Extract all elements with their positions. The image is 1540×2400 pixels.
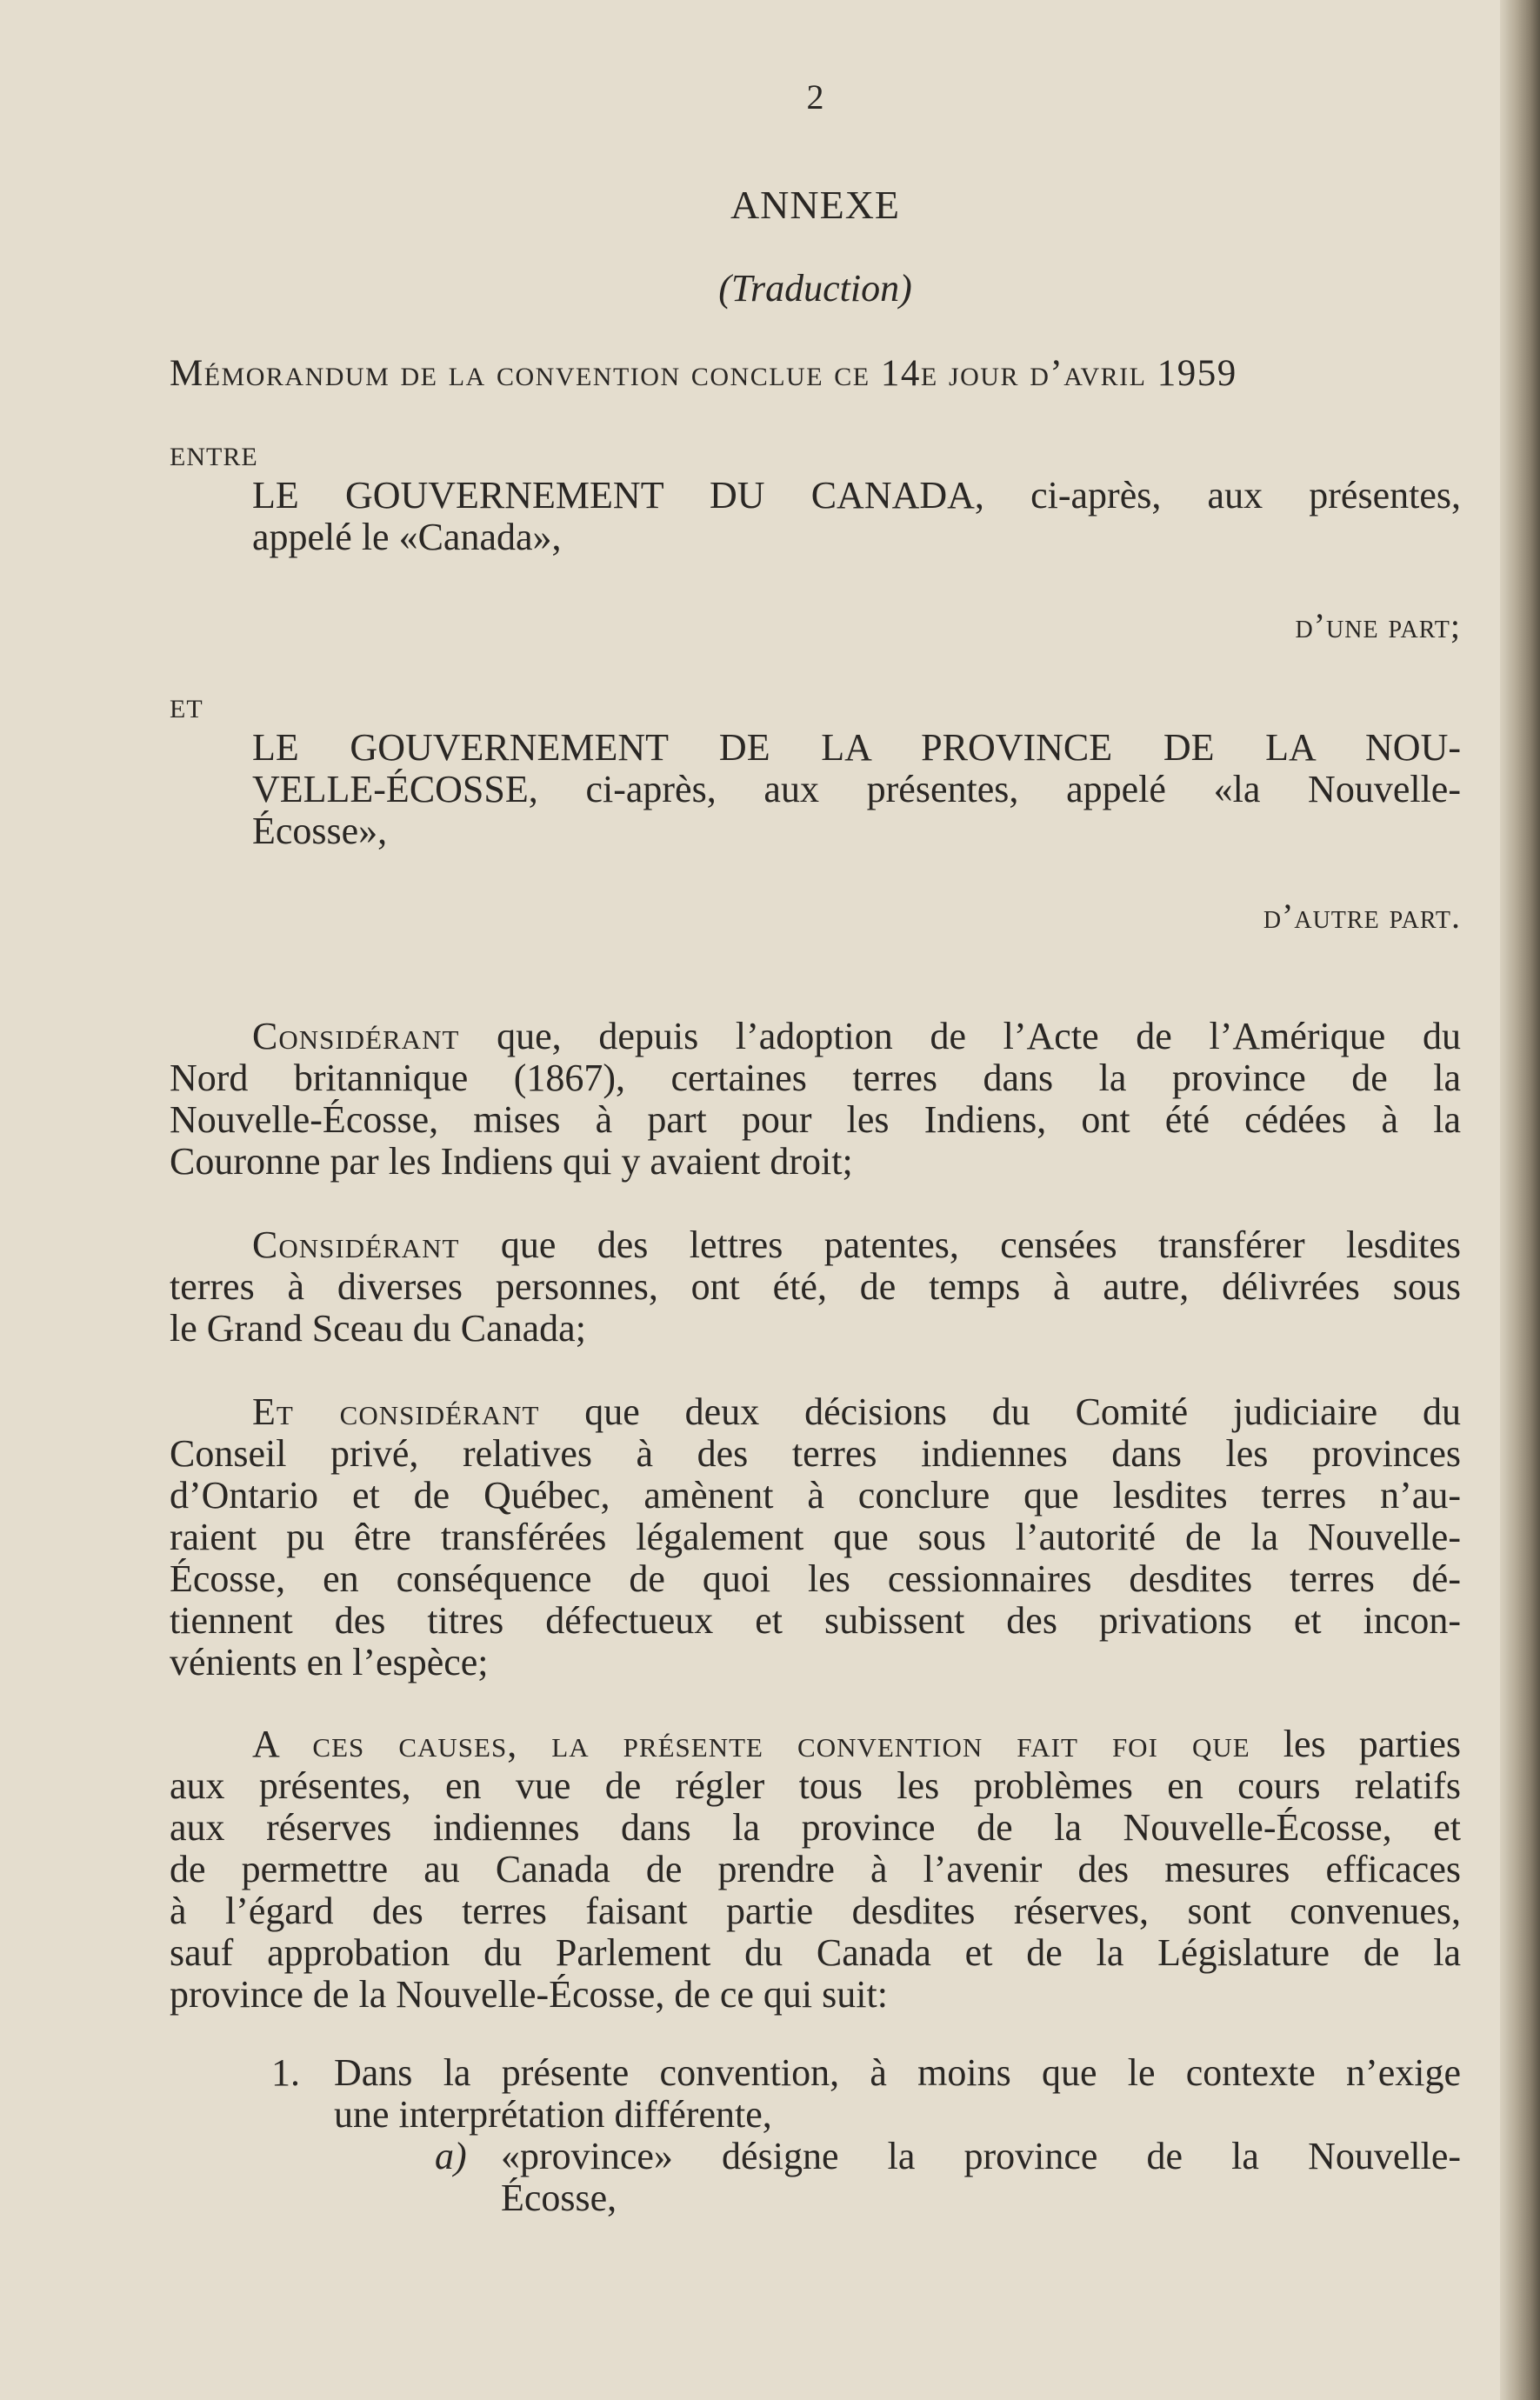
party1-line2: appelé le «Canada», — [252, 516, 562, 558]
paragraph-3-line-6: tiennent des titres défectueux et subissent des privations et incon- — [170, 1599, 1461, 1642]
paragraph-3-lead: Et considérant — [252, 1390, 540, 1433]
paragraph-4-line-2: aux présentes, en vue de régler tous les problèmes en cours relatifs — [170, 1764, 1461, 1807]
clause-1-item-a-line-2: Écosse, — [501, 2177, 617, 2219]
clause-1-item-a-line-1: «province» désigne la province de la Nouvelle- — [501, 2135, 1461, 2177]
paragraph-2-line-2: terres à diverses personnes, ont été, de temps à autre, délivrées sous — [170, 1265, 1461, 1308]
paragraph-1-line-4: Couronne par les Indiens qui y avaient droit; — [170, 1140, 853, 1183]
paragraph-3-text-1: que deux décisions du Comité judiciaire du — [584, 1390, 1461, 1433]
paragraph-4-line-3: aux réserves indiennes dans la province de la Nouvelle-Écosse, et — [170, 1806, 1461, 1849]
annex-heading: ANNEXE — [730, 183, 901, 227]
paragraph-3-line-4: raient pu être transférées légalement que sous l’autorité de la Nouvelle- — [170, 1516, 1461, 1558]
clause-1-number: 1. — [271, 2051, 300, 2094]
paragraph-2-line-3: le Grand Sceau du Canada; — [170, 1307, 586, 1350]
memorandum-title: Mémorandum de la convention conclue ce 14e jour d’avril 1959 — [170, 353, 1237, 394]
paragraph-3-line-1 — [252, 1391, 1461, 1433]
paragraph-2-lead: Considérant — [252, 1223, 460, 1266]
paragraph-4-lead: A ces causes, la présente convention fait foi que — [252, 1723, 1250, 1765]
translation-subheading: (Traduction) — [718, 267, 912, 310]
entre-label: ENTRE — [170, 443, 258, 471]
paragraph-4-line-7: province de la Nouvelle-Écosse, de ce qui suit: — [170, 1973, 888, 2016]
paragraph-4-line-5: à l’égard des terres faisant partie desdites réserves, sont convenues, — [170, 1890, 1461, 1932]
paragraph-1-line-3: Nouvelle-Écosse, mises à part pour les Indiens, ont été cédées à la — [170, 1098, 1461, 1141]
page-number: 2 — [806, 77, 824, 117]
party2-line2: VELLE-ÉCOSSE, ci-après, aux présentes, appelé «la Nouvelle- — [252, 768, 1461, 810]
party2-role: d’autre part. — [1263, 897, 1461, 936]
paragraph-2-text-1: que des lettres patentes, censées transférer lesdites — [500, 1223, 1461, 1266]
paragraph-3-line-7: vénients en l’espèce; — [170, 1641, 489, 1683]
paragraph-4-text-1: les parties — [1283, 1723, 1461, 1765]
paragraph-4-line-6: sauf approbation du Parlement du Canada et de la Législature de la — [170, 1931, 1461, 1974]
page-binding-edge — [1500, 0, 1540, 2400]
paragraph-2-line-1 — [252, 1224, 1461, 1266]
paragraph-3-line-5: Écosse, en conséquence de quoi les cessionnaires desdites terres dé- — [170, 1557, 1461, 1600]
party2-line3: Écosse», — [252, 810, 388, 852]
paragraph-1-text-1: que, depuis l’adoption de l’Acte de l’Amérique du — [497, 1015, 1462, 1057]
et-label: ET — [170, 695, 203, 723]
party1-line1: LE GOUVERNEMENT DU CANADA, ci-après, aux présentes, — [252, 474, 1461, 517]
clause-1-line-2: une interprétation différente, — [334, 2093, 772, 2136]
paragraph-4-line-1 — [252, 1723, 1461, 1765]
paragraph-3-line-2: Conseil privé, relatives à des terres indiennes dans les provinces — [170, 1432, 1461, 1475]
paragraph-3-line-3: d’Ontario et de Québec, amènent à conclure que lesdites terres n’au- — [170, 1474, 1461, 1517]
party1-role: d’une part; — [1295, 606, 1461, 645]
party2-line1: LE GOUVERNEMENT DE LA PROVINCE DE LA NOU- — [252, 726, 1461, 769]
paragraph-1-lead: Considérant — [252, 1015, 460, 1057]
paragraph-1-line-2: Nord britannique (1867), certaines terres dans la province de la — [170, 1057, 1461, 1099]
paragraph-1-line-1 — [252, 1016, 1461, 1057]
clause-1-item-a-label: a) — [435, 2135, 467, 2177]
paragraph-4-line-4: de permettre au Canada de prendre à l’avenir des mesures efficaces — [170, 1848, 1461, 1890]
clause-1-line-1: Dans la présente convention, à moins que le contexte n’exige — [334, 2051, 1461, 2094]
